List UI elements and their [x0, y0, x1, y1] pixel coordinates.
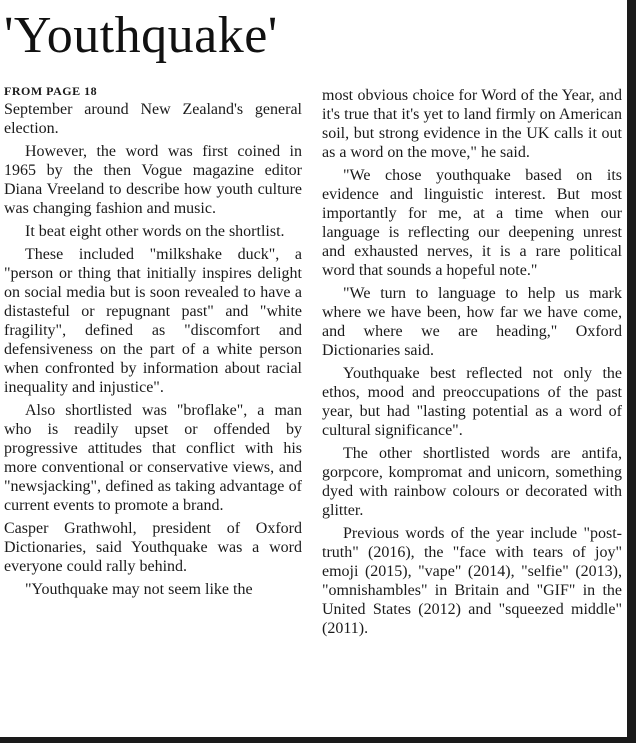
paragraph: "We turn to language to help us mark where we have been, how far we have come, and where we are heading," Oxford Dictionaries said. — [322, 285, 622, 359]
headline: 'Youthquake' — [4, 7, 278, 64]
page-edge-right — [627, 0, 636, 743]
right-column — [322, 86, 622, 642]
paragraph: Previous words of the year include "post-truth" (2016), the "face with tears of joy" emoji (2015), "vape" (2014), "selfie" (2013), "omnishambles" in Britain and "GIF" in the United States (2012) and "squeezed middle" (2011). — [322, 525, 622, 637]
paragraph: Youthquake best reflected not only the ethos, mood and preoccupations of the past year, but had "lasting potential as a word of cultural significance". — [322, 365, 622, 439]
paragraph: However, the word was first coined in 1965 by the then Vogue magazine editor Diana Vreeland to describe how youth culture was changing fashion and music. — [4, 143, 302, 217]
paragraph: The other shortlisted words are antifa, gorpcore, kompromat and unicorn, something dyed with rainbow colours or decorated with glitter. — [322, 445, 622, 519]
page-edge-bottom — [0, 737, 636, 743]
paragraph: Also shortlisted was "broflake", a man who is readily upset or offended by progressive attitudes that conflict with his more conventional or conservative views, and "newsjacking", defined as taking advantage of current events to promote a brand. — [4, 402, 302, 514]
paragraph: These included "milkshake duck", a "person or thing that initially inspires delight on social media but is soon revealed to have a distasteful or repugnant past" and "white fragility", defined as "discomfort and defensiveness on the part of a white person when confronted by information about racial inequality and injustice". — [4, 246, 302, 396]
continuation-label: FROM PAGE 18 — [4, 84, 98, 98]
paragraph: "We chose youthquake based on its evidence and linguistic interest. But most importantly for me, at a time when our language is reflecting our deepening unrest and exhausted nerves, it is a rare political word that sounds a hopeful note." — [322, 167, 622, 279]
paragraph: It beat eight other words on the shortlist. — [25, 223, 285, 240]
paragraph: "Youthquake may not seem like the — [25, 581, 253, 598]
left-column — [4, 100, 302, 603]
paragraph: most obvious choice for Word of the Year, and it's true that it's yet to land firmly on American soil, but strong evidence in the UK calls it out as a word on the move," he said. — [322, 87, 622, 161]
paragraph: Casper Grathwohl, president of Oxford Dictionaries, said Youthquake was a word everyone could rally behind. — [4, 520, 302, 575]
paragraph: September around New Zealand's general election. — [4, 101, 302, 137]
